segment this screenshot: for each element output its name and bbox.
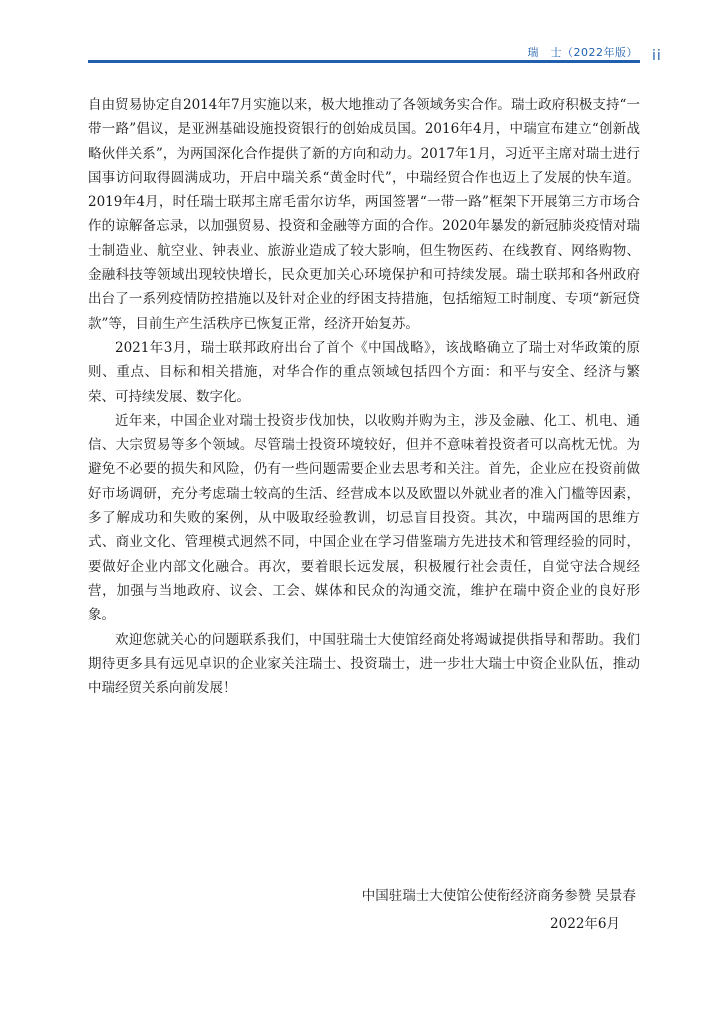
paragraph-1: 自由贸易协定自2014年7月实施以来，极大地推动了各领域务实合作。瑞士政府积极支持“一带一路”倡议，是亚洲基础设施投资银行的创始成员国。2016年4月，中瑞宣布建立“创新战略伙伴关系”，为两国深化合作提供了新的方向和动力。2017年1月，习近平主席对瑞士进行国事访问取得圆满成功，开启中瑞关系“黄金时代”，中瑞经贸合作也迈上了发展的快车道。2019年4月，时任瑞士联邦主席毛雷尔访华，两国签署“一带一路”框架下开展第三方市场合作的谅解备忘录，以加强贸易、投资和金融等方面的合作。2020年暴发的新冠肺炎疫情对瑞士制造业、航空业、钟表业、旅游业造成了较大影响，但生物医药、在线教育、网络购物、金融科技等领域出现较快增长，民众更加关心环境保护和可持续发展。瑞士联邦和各州政府出台了一系列疫情防控措施以及针对企业的纾困支持措施，包括缩短工时制度、专项“新冠贷款”等，目前生产生活秩序已恢复正常，经济开始复苏。 xyxy=(88,97,640,332)
body-text xyxy=(88,93,640,700)
signature-name: 中国驻瑞士大使馆公使衔经济商务参赞 吴景春 xyxy=(361,888,636,904)
page-number: ii xyxy=(652,48,662,64)
paragraph-2: 2021年3月，瑞士联邦政府出台了首个《中国战略》，该战略确立了瑞士对华政策的原则、重点、目标和相关措施，对华合作的重点领域包括四个方面：和平与安全、经济与繁荣、可持续发展、数字化。 xyxy=(88,339,640,405)
paragraph-4: 欢迎您就关心的问题联系我们，中国驻瑞士大使馆经商处将竭诚提供指导和帮助。我们期待更多具有远见卓识的企业家关注瑞士、投资瑞士，进一步壮大瑞士中资企业队伍，推动中瑞经贸关系向前发展！ xyxy=(88,631,640,697)
signature-date: 2022年6月 xyxy=(550,916,620,932)
running-header: 瑞 士（2022年版） xyxy=(527,46,638,59)
paragraph-3: 近年来，中国企业对瑞士投资步伐加快，以收购并购为主，涉及金融、化工、机电、通信、大宗贸易等多个领域。尽管瑞士投资环境较好，但并不意味着投资者可以高枕无忧。为避免不必要的损失和风险，仍有一些问题需要企业去思考和关注。首先，企业应在投资前做好市场调研，充分考虑瑞士较高的生活、经营成本以及欧盟以外就业者的准入门槛等因素，多了解成功和失败的案例，从中吸取经验教训，切忌盲目投资。其次，中瑞两国的思维方式、商业文化、管理模式迥然不同，中国企业在学习借鉴瑞方先进技术和管理经验的同时，要做好企业内部文化融合。再次，要着眼长远发展，积极履行社会责任，自觉守法合规经营，加强与当地政府、议会、工会、媒体和民众的沟通交流，维护在瑞中资企业的良好形象。 xyxy=(88,412,640,624)
header-rule xyxy=(88,60,640,63)
